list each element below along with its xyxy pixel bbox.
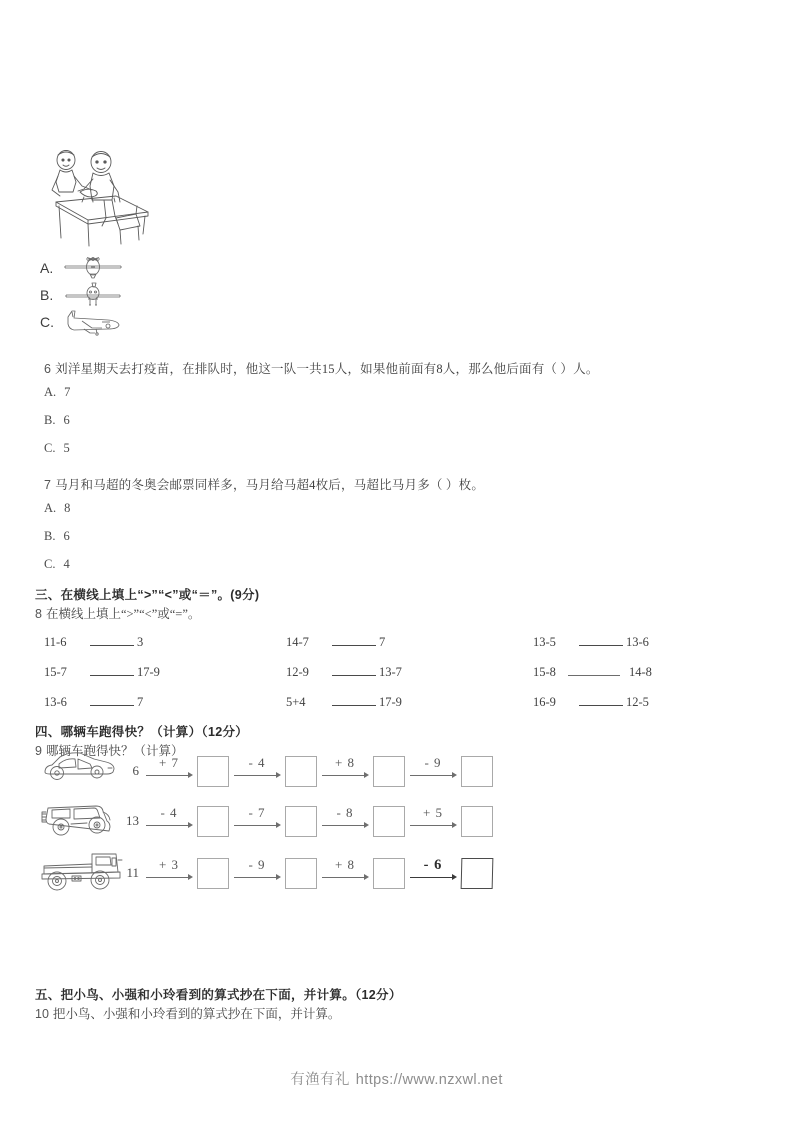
arrow-head xyxy=(276,874,281,880)
airplane-side-view-icon xyxy=(62,308,124,336)
option-row-a[interactable] xyxy=(40,256,124,280)
comparison-item xyxy=(533,662,744,680)
option-label: A. xyxy=(44,501,57,515)
comparison-blank[interactable] xyxy=(579,632,623,646)
question-7-option-b[interactable] xyxy=(44,529,70,544)
question-7-number: 7 xyxy=(44,478,52,492)
comparison-blank[interactable] xyxy=(332,692,376,706)
operation-arrow xyxy=(143,806,195,836)
operation-label: + 7 xyxy=(158,755,180,770)
question-8-body: 在横线上填上“>”“<”或“=”。 xyxy=(45,607,201,621)
question-8-text xyxy=(35,604,200,622)
comparison-right: 13-7 xyxy=(379,665,402,679)
question-8-number: 8 xyxy=(35,607,42,621)
comparison-blank[interactable] xyxy=(332,632,376,646)
arrow-head xyxy=(276,772,281,778)
arrow-shaft xyxy=(146,775,189,776)
comparison-item xyxy=(286,692,533,710)
operation-arrow xyxy=(407,806,459,836)
question-6-number: 6 xyxy=(44,362,52,376)
option-label: B. xyxy=(44,529,56,543)
arrow-head xyxy=(188,772,193,778)
comparison-left: 13-6 xyxy=(44,695,67,709)
comparison-item xyxy=(286,662,533,680)
chain-start-number: 13 xyxy=(126,813,139,828)
footer-watermark xyxy=(0,1068,793,1089)
comparison-item xyxy=(44,692,286,710)
comparison-left: 12-9 xyxy=(286,665,309,679)
option-value: 6 xyxy=(63,529,70,543)
operation-arrow xyxy=(407,756,459,786)
option-row-b[interactable] xyxy=(40,282,124,308)
footer-url: https://www.nzxwl.net xyxy=(355,1072,503,1088)
comparison-left: 13-5 xyxy=(533,635,556,649)
chain-start-number: 6 xyxy=(132,763,139,778)
operation-arrow xyxy=(143,756,195,786)
comparison-item xyxy=(44,662,286,680)
comparison-item xyxy=(533,692,744,710)
comparison-blank[interactable] xyxy=(90,692,134,706)
operation-arrow xyxy=(319,858,371,888)
calculation-chain-row xyxy=(40,748,480,798)
answer-box[interactable] xyxy=(373,806,405,837)
comparison-left: 15-8 xyxy=(533,665,556,679)
arrow-head xyxy=(364,874,369,880)
operation-label: - 8 xyxy=(336,805,354,820)
question-10-body: 把小鸟、小强和小玲看到的算式抄在下面，并计算。 xyxy=(52,1007,341,1021)
comparison-blank[interactable] xyxy=(90,662,134,676)
question-9-number: 9 xyxy=(35,744,42,758)
question-7-body: 马月和马超的冬奥会邮票同样多，马月给马超4枚后，马超比马月多（ ）枚。 xyxy=(55,478,485,492)
chain-steps xyxy=(119,748,494,794)
answer-box[interactable] xyxy=(373,858,405,889)
option-label: B. xyxy=(44,413,56,427)
option-value: 6 xyxy=(63,413,70,427)
comparison-right: 7 xyxy=(137,695,144,709)
operation-label: - 4 xyxy=(160,805,178,820)
question-6-option-a[interactable] xyxy=(44,385,70,400)
question-6-text xyxy=(44,360,754,379)
calculation-chains xyxy=(40,748,480,898)
arrow-head xyxy=(452,874,457,880)
option-label-c: C. xyxy=(40,314,54,330)
arrow-shaft xyxy=(410,825,453,826)
option-label: A. xyxy=(44,385,57,399)
answer-box[interactable] xyxy=(197,858,229,889)
operation-arrow xyxy=(231,806,283,836)
car-icon xyxy=(40,750,116,784)
section-4-heading: 四、哪辆车跑得快？（计算）（12分） xyxy=(35,725,249,739)
comparison-right: 3 xyxy=(137,635,144,649)
chain-steps xyxy=(119,850,494,896)
option-label: C. xyxy=(44,557,56,571)
answer-box[interactable] xyxy=(197,806,229,837)
option-label-a: A. xyxy=(40,260,54,276)
question-10-number: 10 xyxy=(35,1007,49,1021)
comparison-item xyxy=(286,632,533,650)
arrow-shaft xyxy=(410,877,453,878)
operation-label: - 6 xyxy=(423,857,443,873)
question-7-option-a[interactable] xyxy=(44,501,70,516)
option-label-b: B. xyxy=(40,287,54,303)
answer-box[interactable] xyxy=(461,806,493,837)
operation-arrow xyxy=(231,756,283,786)
operation-arrow xyxy=(319,756,371,786)
comparison-blank[interactable] xyxy=(579,692,623,706)
comparison-right: 17-9 xyxy=(379,695,402,709)
option-label: C. xyxy=(44,441,56,455)
comparison-blank[interactable] xyxy=(90,632,134,646)
answer-box[interactable] xyxy=(285,756,317,787)
comparison-row xyxy=(44,626,744,656)
option-value: 4 xyxy=(63,557,70,571)
comparison-right: 7 xyxy=(379,635,386,649)
arrow-shaft xyxy=(322,825,365,826)
operation-label: + 3 xyxy=(158,857,180,872)
arrow-shaft xyxy=(146,825,189,826)
operation-label: + 8 xyxy=(334,857,356,872)
operation-label: + 5 xyxy=(422,805,444,820)
answer-box[interactable] xyxy=(285,858,317,889)
operation-label: - 9 xyxy=(424,755,442,770)
operation-arrow xyxy=(143,858,195,888)
comparison-right: 14-8 xyxy=(629,665,652,679)
answer-box[interactable] xyxy=(461,858,494,889)
question-10-text xyxy=(35,1004,340,1022)
comparison-right: 17-9 xyxy=(137,665,160,679)
calculation-chain-row xyxy=(40,848,480,898)
answer-box[interactable] xyxy=(373,756,405,787)
arrow-shaft xyxy=(234,775,277,776)
question-9-body: 哪辆车跑得快？（计算） xyxy=(45,744,184,758)
operation-label: - 4 xyxy=(248,755,266,770)
arrow-shaft xyxy=(322,877,365,878)
operation-arrow xyxy=(319,806,371,836)
arrow-head xyxy=(364,772,369,778)
question-6-body: 刘洋星期天去打疫苗，在排队时，他这一队一共15人，如果他前面有8人，那么他后面有（ ）人。 xyxy=(55,362,599,376)
comparison-left: 16-9 xyxy=(533,695,556,709)
arrow-head xyxy=(364,822,369,828)
operation-label: + 8 xyxy=(334,755,356,770)
calculation-chain-row xyxy=(40,798,480,848)
comparison-grid xyxy=(44,626,744,716)
comparison-blank[interactable] xyxy=(332,662,376,676)
question-7-text xyxy=(44,476,754,495)
comparison-blank[interactable] xyxy=(568,662,620,676)
chain-steps xyxy=(119,798,494,844)
airplane-top-view-icon xyxy=(62,256,124,280)
option-value: 8 xyxy=(64,501,71,515)
arrow-shaft xyxy=(322,775,365,776)
answer-box[interactable] xyxy=(197,756,229,787)
answer-box[interactable] xyxy=(285,806,317,837)
arrow-shaft xyxy=(146,877,189,878)
arrow-shaft xyxy=(410,775,453,776)
answer-box[interactable] xyxy=(461,756,493,787)
two-children-at-table-illustration xyxy=(44,146,162,252)
comparison-item xyxy=(44,632,286,650)
option-value: 7 xyxy=(64,385,71,399)
arrow-head xyxy=(452,822,457,828)
arrow-head xyxy=(452,772,457,778)
airplane-front-view-icon xyxy=(62,282,124,308)
comparison-right: 13-6 xyxy=(626,635,649,649)
operation-arrow xyxy=(407,858,459,888)
comparison-item xyxy=(533,632,744,650)
jeep-icon xyxy=(40,800,116,840)
operation-arrow xyxy=(231,858,283,888)
arrow-head xyxy=(188,822,193,828)
question-6-option-c[interactable] xyxy=(44,441,70,456)
truck-icon xyxy=(40,850,130,894)
operation-label: - 7 xyxy=(248,805,266,820)
comparison-left: 15-7 xyxy=(44,665,67,679)
arrow-head xyxy=(276,822,281,828)
comparison-left: 11-6 xyxy=(44,635,67,649)
section-5-heading: 五、把小鸟、小强和小玲看到的算式抄在下面，并计算。（12分） xyxy=(35,988,402,1002)
arrow-shaft xyxy=(234,877,277,878)
chain-start-number: 11 xyxy=(126,865,139,880)
comparison-left: 5+4 xyxy=(286,695,306,709)
comparison-left: 14-7 xyxy=(286,635,309,649)
comparison-row xyxy=(44,686,744,716)
comparison-right: 12-5 xyxy=(626,695,649,709)
question-7-option-c[interactable] xyxy=(44,557,70,572)
comparison-row xyxy=(44,656,744,686)
arrow-head xyxy=(188,874,193,880)
operation-label: - 9 xyxy=(248,857,266,872)
option-value: 5 xyxy=(63,441,70,455)
question-6-option-b[interactable] xyxy=(44,413,70,428)
section-3-heading: 三、在横线上填上“>”“<”或“＝”。(9分) xyxy=(35,588,260,602)
footer-brand: 有渔有礼 xyxy=(290,1072,350,1088)
arrow-shaft xyxy=(234,825,277,826)
option-row-c[interactable] xyxy=(40,308,124,336)
